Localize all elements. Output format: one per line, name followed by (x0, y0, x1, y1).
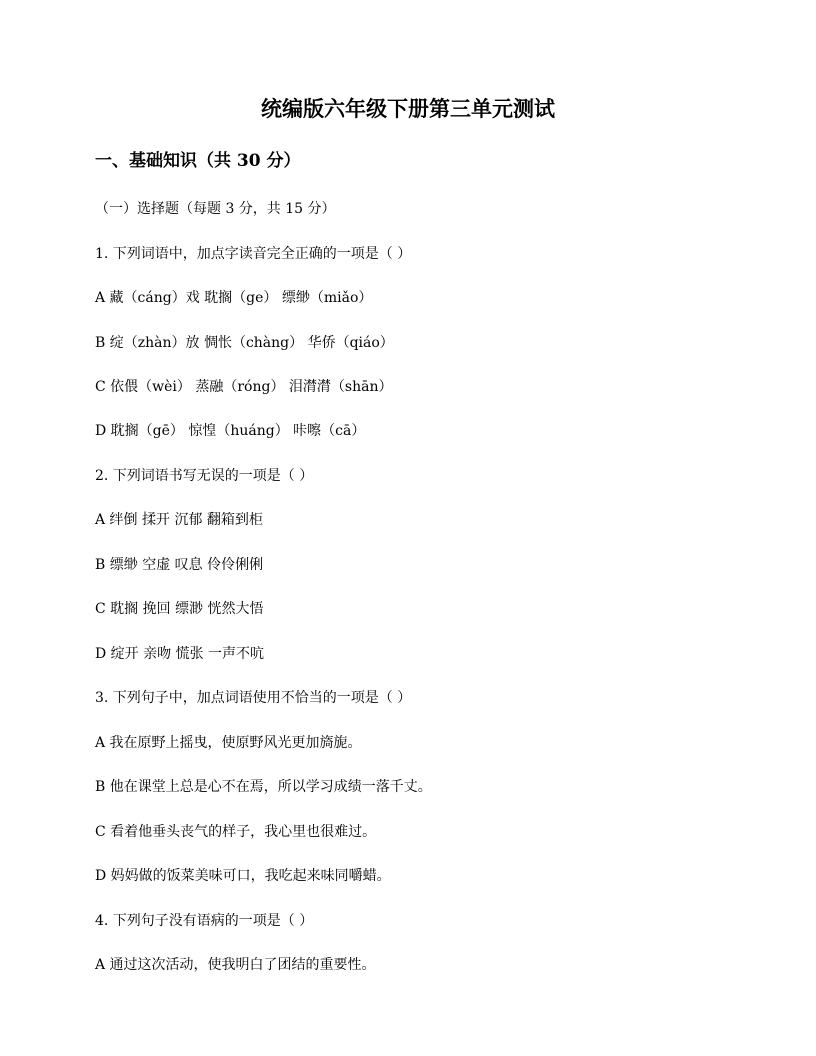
document-title: 统编版六年级下册第三单元测试 (261, 96, 555, 121)
question-3-option-b: B 他在课堂上总是心不在焉，所以学习成绩一落千丈。 (95, 779, 432, 795)
question-1-option-c: C 依偎（wèi） 蒸融（róng） 泪潸潸（shān） (95, 379, 393, 395)
question-2-option-d: D 绽开 亲吻 慌张 一声不吭 (95, 646, 265, 662)
question-4-stem: 4. 下列句子没有语病的一项是（ ） (95, 913, 314, 929)
question-2-option-b: B 缥缈 空虚 叹息 伶伶俐俐 (95, 557, 264, 573)
question-3-option-c: C 看着他垂头丧气的样子，我心里也很难过。 (95, 824, 377, 840)
question-4-option-a: A 通过这次活动，使我明白了团结的重要性。 (95, 957, 376, 973)
question-2-option-a: A 绊倒 揉开 沉郁 翻箱到柜 (95, 512, 263, 528)
question-1-option-d: D 耽搁（gē） 惊惶（huáng） 咔嚓（cā） (95, 423, 366, 439)
question-3-option-a: A 我在原野上摇曳，使原野风光更加旖旎。 (95, 735, 362, 751)
section-heading: 一、基础知识（共 30 分） (95, 151, 301, 171)
question-1-option-b: B 绽（zhàn）放 惆怅（chàng） 华侨（qiáo） (95, 335, 394, 351)
question-2-stem: 2. 下列词语书写无误的一项是（ ） (95, 468, 314, 484)
question-2-option-c: C 耽搁 挽回 缥渺 恍然大悟 (95, 601, 264, 617)
question-1-stem: 1. 下列词语中，加点字读音完全正确的一项是（ ） (95, 246, 412, 262)
question-3-option-d: D 妈妈做的饭菜美味可口，我吃起来味同嚼蜡。 (95, 868, 391, 884)
subsection-heading: （一）选择题（每题 3 分，共 15 分） (95, 201, 336, 217)
question-3-stem: 3. 下列句子中，加点词语使用不恰当的一项是（ ） (95, 690, 412, 706)
question-1-option-a: A 藏（cáng）戏 耽搁（ge） 缥缈（miǎo） (95, 290, 373, 306)
